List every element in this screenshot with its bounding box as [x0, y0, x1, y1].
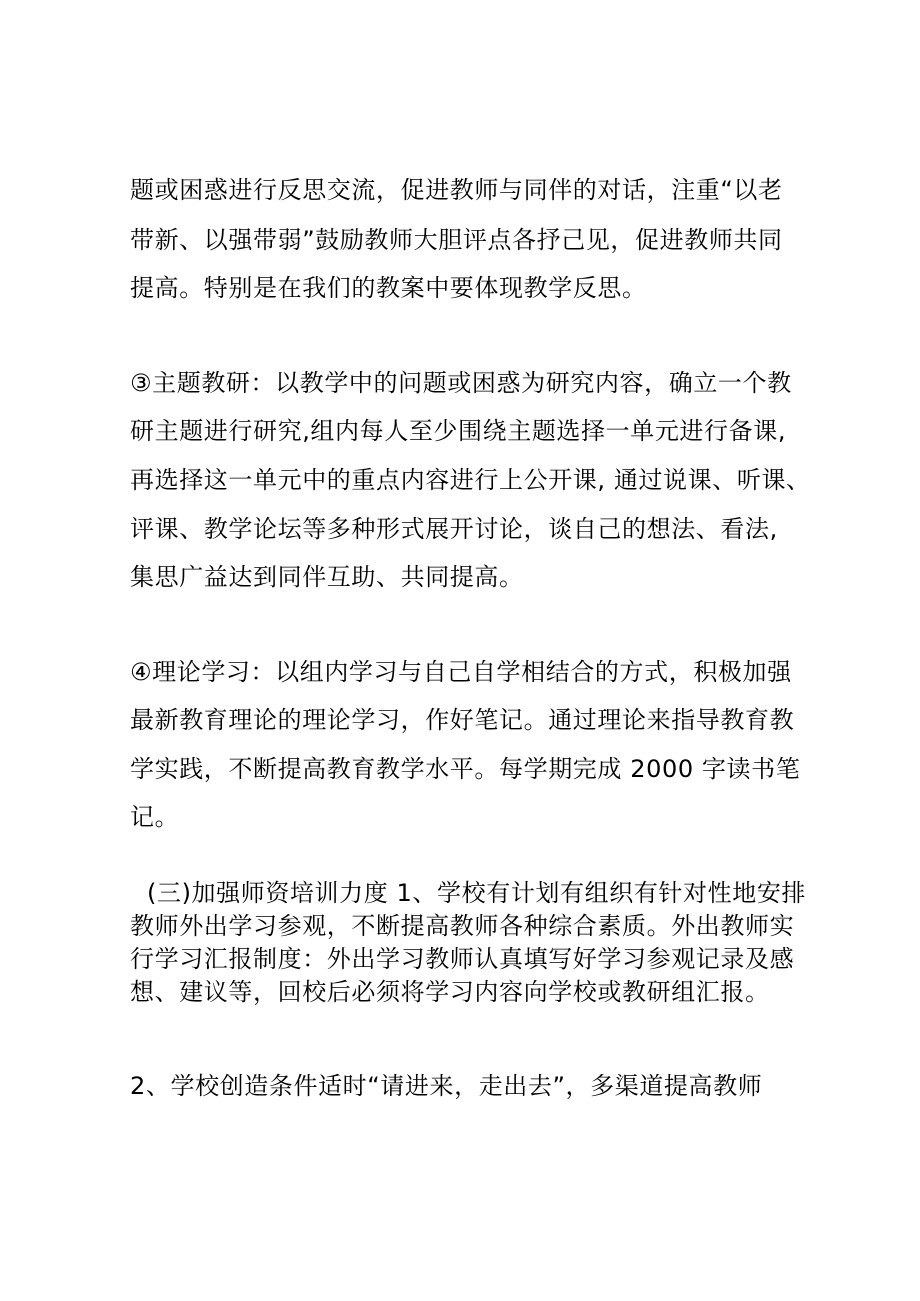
text-line: 2、学校创造条件适时“请进来，走出去”，多渠道提高教师: [130, 1072, 763, 1100]
text-line: 集思广益达到同伴互助、共同提高。: [130, 563, 524, 591]
text-line: 想、建议等，回校后必须将学习内容向学校或教研组汇报。: [130, 978, 770, 1006]
text-line: 题或困惑进行反思交流，促进教师与同伴的对话，注重“以老: [130, 176, 783, 204]
text-line: 带新、以强带弱”鼓励教师大胆评点各抒己见，促进教师共同: [130, 226, 783, 254]
text-line: 最新教育理论的理论学习，作好笔记。通过理论来指导教育教: [130, 706, 795, 734]
text-line: 研主题进行研究,组内每人至少围绕主题选择一单元进行备课,: [130, 417, 787, 445]
text-line: ④理论学习：以组内学习与自己自学相结合的方式，积极加强: [130, 658, 792, 686]
text-line: 再选择这一单元中的重点内容进行上公开课, 通过说课、听课、: [130, 466, 811, 494]
text-line: 学实践，不断提高教育教学水平。每学期完成 2000 字读书笔: [130, 755, 801, 783]
text-line: (三)加强师资培训力度 1、学校有计划有组织有针对性地安排: [147, 879, 807, 907]
text-line: 教师外出学习参观，不断提高教师各种综合素质。外出教师实: [130, 912, 795, 940]
text-line: ③主题教研：以教学中的问题或困惑为研究内容，确立一个教: [130, 369, 792, 397]
text-line: 行学习汇报制度：外出学习教师认真填写好学习参观记录及感: [130, 945, 795, 973]
text-line: 评课、教学论坛等多种形式展开讨论，谈自己的想法、看法,: [130, 515, 778, 543]
text-line: 记。: [130, 803, 180, 831]
text-line: 提高。特别是在我们的教案中要体现教学反思。: [130, 274, 647, 302]
